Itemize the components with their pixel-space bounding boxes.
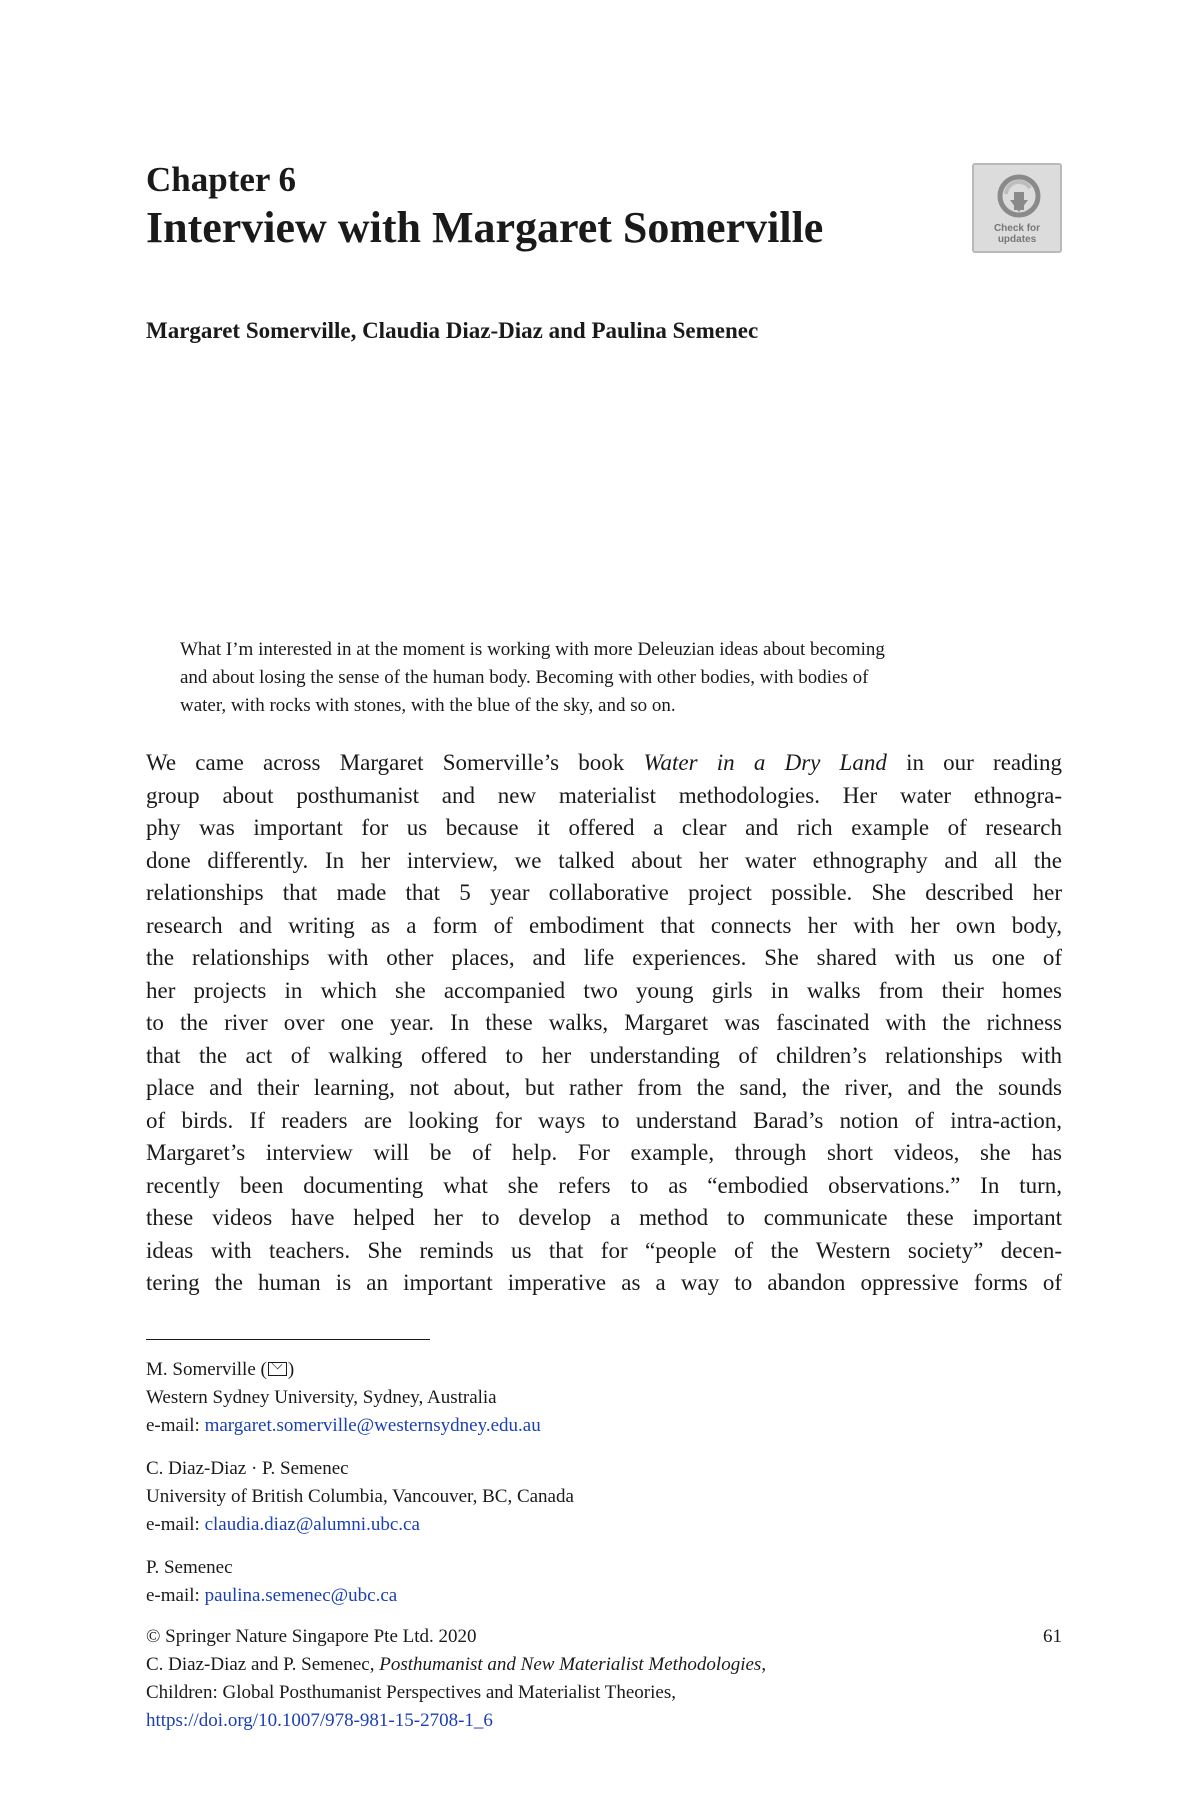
check-for-updates-icon <box>997 174 1041 218</box>
epigraph-line: water, with rocks with stones, with the blue of the sky, and so on. <box>180 695 676 716</box>
footnote-divider <box>146 1339 430 1340</box>
epigraph-line: and about losing the sense of the human body. Becoming with other bodies, with bodies of <box>180 667 869 688</box>
body-line: the relationships with other places, and life experiences. She shared with us one of <box>146 945 1062 970</box>
affiliation-semenec <box>146 1554 1046 1610</box>
body-line: these videos have helped her to develop a method to communicate these important <box>146 1205 1062 1230</box>
book-series-title: Posthumanist and New Materialist Methodologies <box>379 1654 762 1675</box>
body-line: phy was important for us because it offered a clear and rich example of research <box>146 815 1062 840</box>
affiliation-institution: University of British Columbia, Vancouver, BC, Canada <box>146 1486 574 1507</box>
chapter-label: Chapter 6 <box>146 160 297 199</box>
body-line: group about posthumanist and new materialist methodologies. Her water ethnogra- <box>146 782 1062 808</box>
citation-line <box>146 1651 1066 1679</box>
check-for-updates-badge[interactable] <box>972 163 1062 253</box>
body-line: tering the human is an important imperative as a way to abandon oppressive forms of <box>146 1270 1062 1295</box>
series-line: Children: Global Posthumanist Perspectives and Materialist Theories, <box>146 1682 676 1703</box>
body-line-end: in our reading <box>886 750 1062 775</box>
email-label: e-mail: <box>146 1585 205 1606</box>
email-link[interactable]: paulina.semenec@ubc.ca <box>204 1585 398 1606</box>
body-line-start: We came across Margaret Somerville’s book <box>146 750 644 775</box>
body-line: place and their learning, not about, but rather from the sand, the river, and the sounds <box>146 1075 1062 1100</box>
affiliation-email-row <box>146 1582 1046 1610</box>
body-line: that the act of walking offered to her understanding of children’s relationships with <box>146 1042 1062 1068</box>
epigraph-line: What I’m interested in at the moment is working with more Deleuzian ideas about becoming <box>180 639 885 660</box>
affiliation-name: C. Diaz-Diaz · P. Semenec <box>146 1458 349 1479</box>
envelope-icon[interactable] <box>268 1362 287 1376</box>
email-link[interactable]: margaret.somerville@westernsydney.edu.au <box>204 1415 541 1436</box>
author-list: Margaret Somerville, Claudia Diaz-Diaz and Paulina Semenec <box>146 318 759 343</box>
epigraph <box>180 636 1060 720</box>
copyright-block <box>146 1623 1066 1735</box>
affiliation-email-row <box>146 1412 1046 1440</box>
affiliation-diaz-semenec <box>146 1455 1046 1539</box>
email-label: e-mail: <box>146 1415 205 1436</box>
author-name-suffix: ) <box>287 1359 295 1380</box>
citation-editors: C. Diaz-Diaz and P. Semenec, <box>146 1654 380 1675</box>
affiliation-name: P. Semenec <box>146 1557 233 1578</box>
body-line: Margaret’s interview will be of help. For example, through short videos, she has <box>146 1140 1062 1165</box>
body-paragraph <box>146 747 1062 1300</box>
email-link[interactable]: claudia.diaz@alumni.ubc.ca <box>204 1514 420 1535</box>
chapter-title: Interview with Margaret Somerville <box>146 203 824 252</box>
affiliation-email-row <box>146 1511 1046 1539</box>
body-line: research and writing as a form of embodiment that connects her with her own body, <box>146 912 1062 938</box>
author-name: M. Somerville ( <box>146 1359 267 1380</box>
body-line: done differently. In her interview, we talked about her water ethnography and all the <box>146 847 1062 873</box>
body-line: ideas with teachers. She reminds us that for “people of the Western society” decen- <box>146 1237 1062 1263</box>
book-title: Water in a Dry Land <box>643 750 887 775</box>
doi-row <box>146 1707 1066 1735</box>
body-line: relationships that made that 5 year collaborative project possible. She described her <box>146 880 1062 905</box>
copyright-line: © Springer Nature Singapore Pte Ltd. 2020 <box>146 1626 477 1647</box>
affiliation-name <box>146 1356 1046 1384</box>
page-number: 61 <box>1043 1626 1062 1647</box>
email-label: e-mail: <box>146 1514 205 1535</box>
badge-line-2: updates <box>997 234 1037 245</box>
doi-link[interactable]: https://doi.org/10.1007/978-981-15-2708-1_6 <box>146 1710 493 1731</box>
body-line: recently been documenting what she refers to as “embodied observations.” In turn, <box>146 1172 1062 1198</box>
affiliation-somerville <box>146 1356 1046 1440</box>
affiliation-institution: Western Sydney University, Sydney, Australia <box>146 1387 497 1408</box>
body-line: her projects in which she accompanied two young girls in walks from their homes <box>146 977 1062 1003</box>
citation-punct: , <box>761 1654 767 1675</box>
body-line: to the river over one year. In these walks, Margaret was fascinated with the richness <box>146 1010 1062 1035</box>
body-line <box>146 747 1062 780</box>
body-line: of birds. If readers are looking for ways to understand Barad’s notion of intra-action, <box>146 1107 1062 1133</box>
badge-line-1: Check for <box>993 223 1041 234</box>
